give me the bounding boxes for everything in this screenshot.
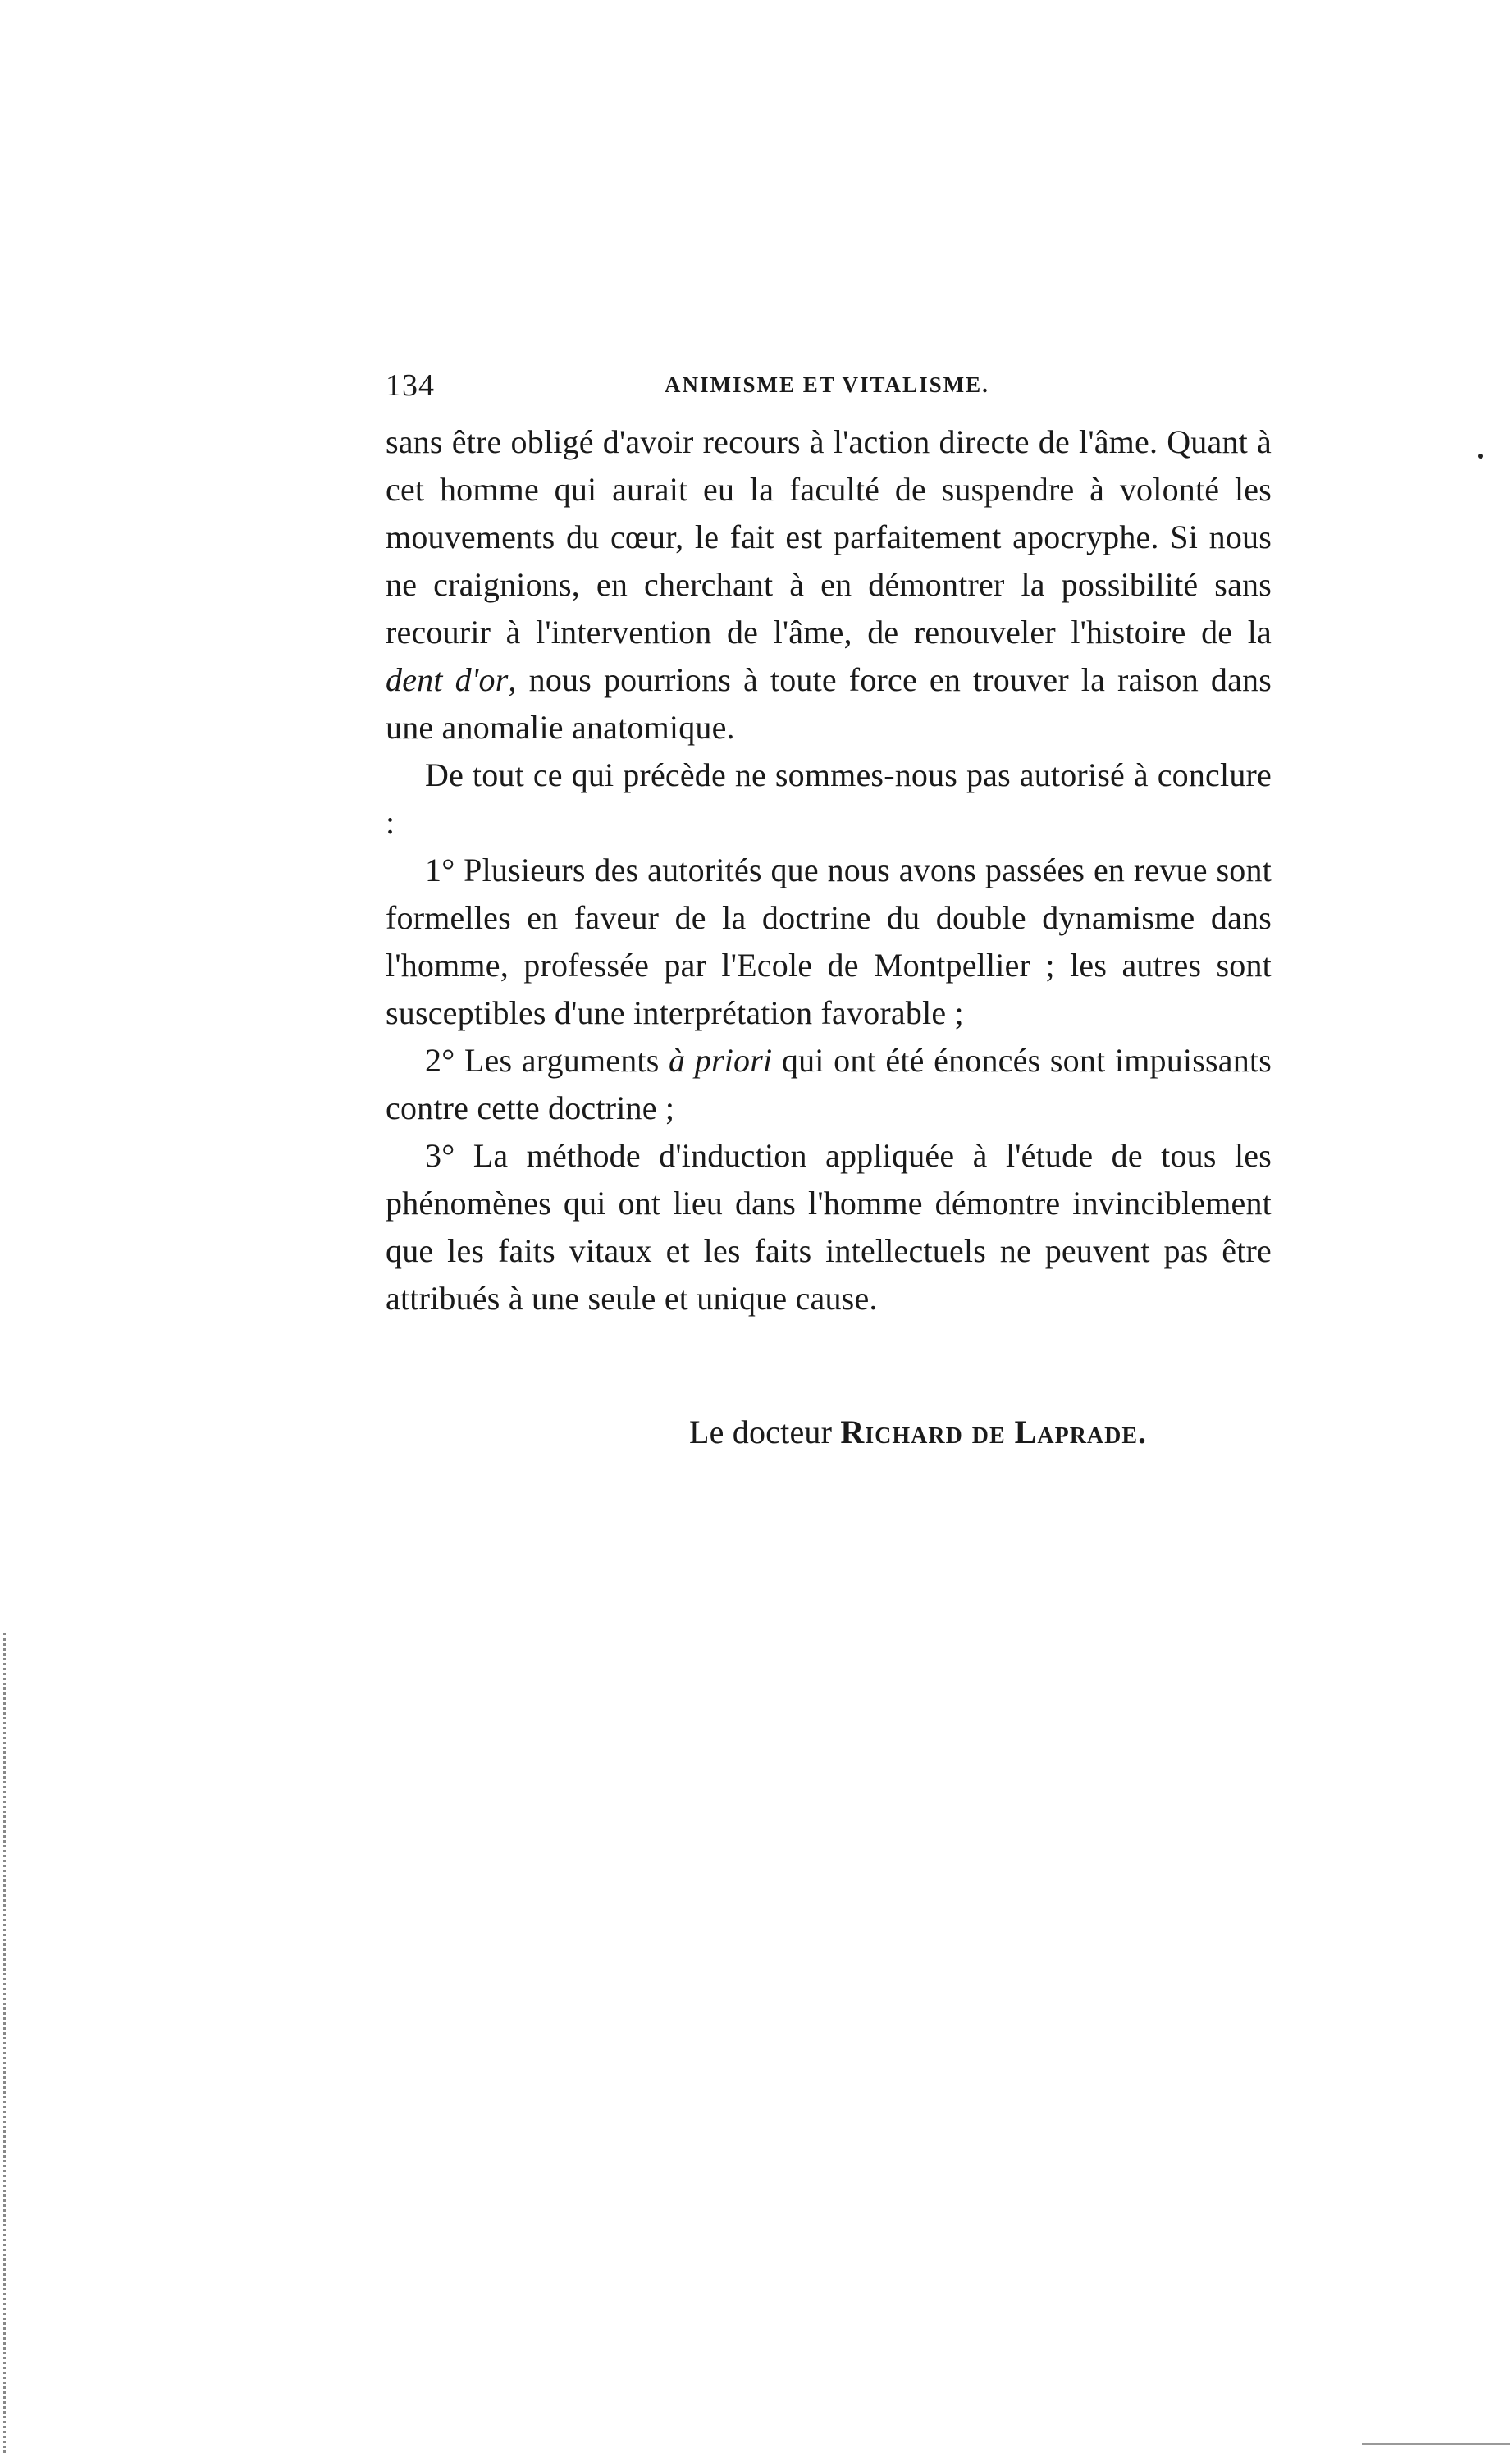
paragraph-1-italic: dent d'or (386, 661, 509, 698)
signature-name: Richard de Laprade. (840, 1413, 1148, 1450)
list-item-2 (386, 1037, 1272, 1132)
signature (689, 1413, 1147, 1451)
page-number: 134 (386, 368, 435, 403)
scan-speck (1478, 454, 1483, 459)
list-item-1: 1° Plusieurs des autorités que nous avons passées en revue sont formelles en faveur de la doctrine du double dynamisme dans l'homme, professée par l'Ecole de Montpellier ; les autres sont susceptibles d'une interprétation favorable ; (386, 852, 1272, 1031)
paragraph-1-text-a: Quant à cet homme qui aurait eu la faculté de suspendre à volonté les mouvements du cœur, le fait est parfaitement apocryphe. Si nous ne craignions, en cherchant à en démontrer la possibilité sans recourir à l'intervention de l'âme, de renouveler l'histoire de la (386, 423, 1272, 651)
paragraph-1 (386, 418, 1272, 751)
running-title: ANIMISME ET VITALISME. (665, 372, 989, 397)
body-text (386, 418, 1272, 1322)
margin-scan-marks (3, 1633, 14, 2453)
footer-scan-rule (1362, 2443, 1510, 2445)
list-item-2-text-a: 2° Les arguments (425, 1042, 669, 1079)
list-item-2-text-b: qui ont été énoncés sont impuissants contre cette doctrine ; (386, 1042, 1272, 1126)
paragraph-1-text-b: , nous pourrions à toute force en trouver la raison dans une anomalie anatomique. (386, 661, 1272, 746)
list-item-2-italic: à priori (669, 1042, 773, 1079)
signature-prefix: Le docteur (689, 1413, 841, 1450)
paragraph-1-line-1: sans être obligé d'avoir recours à l'action directe de l'âme. (386, 423, 1158, 460)
paragraph-2: De tout ce qui précède ne sommes-nous pas autorisé à conclure : (386, 756, 1272, 841)
list-item-3: 3° La méthode d'induction appliquée à l'étude de tous les phénomènes qui ont lieu dans l'homme démontre invinciblement que les faits vitaux et les faits intellectuels ne peuvent pas être attribués à une seule et unique cause. (386, 1137, 1272, 1317)
page-header (386, 368, 1272, 409)
